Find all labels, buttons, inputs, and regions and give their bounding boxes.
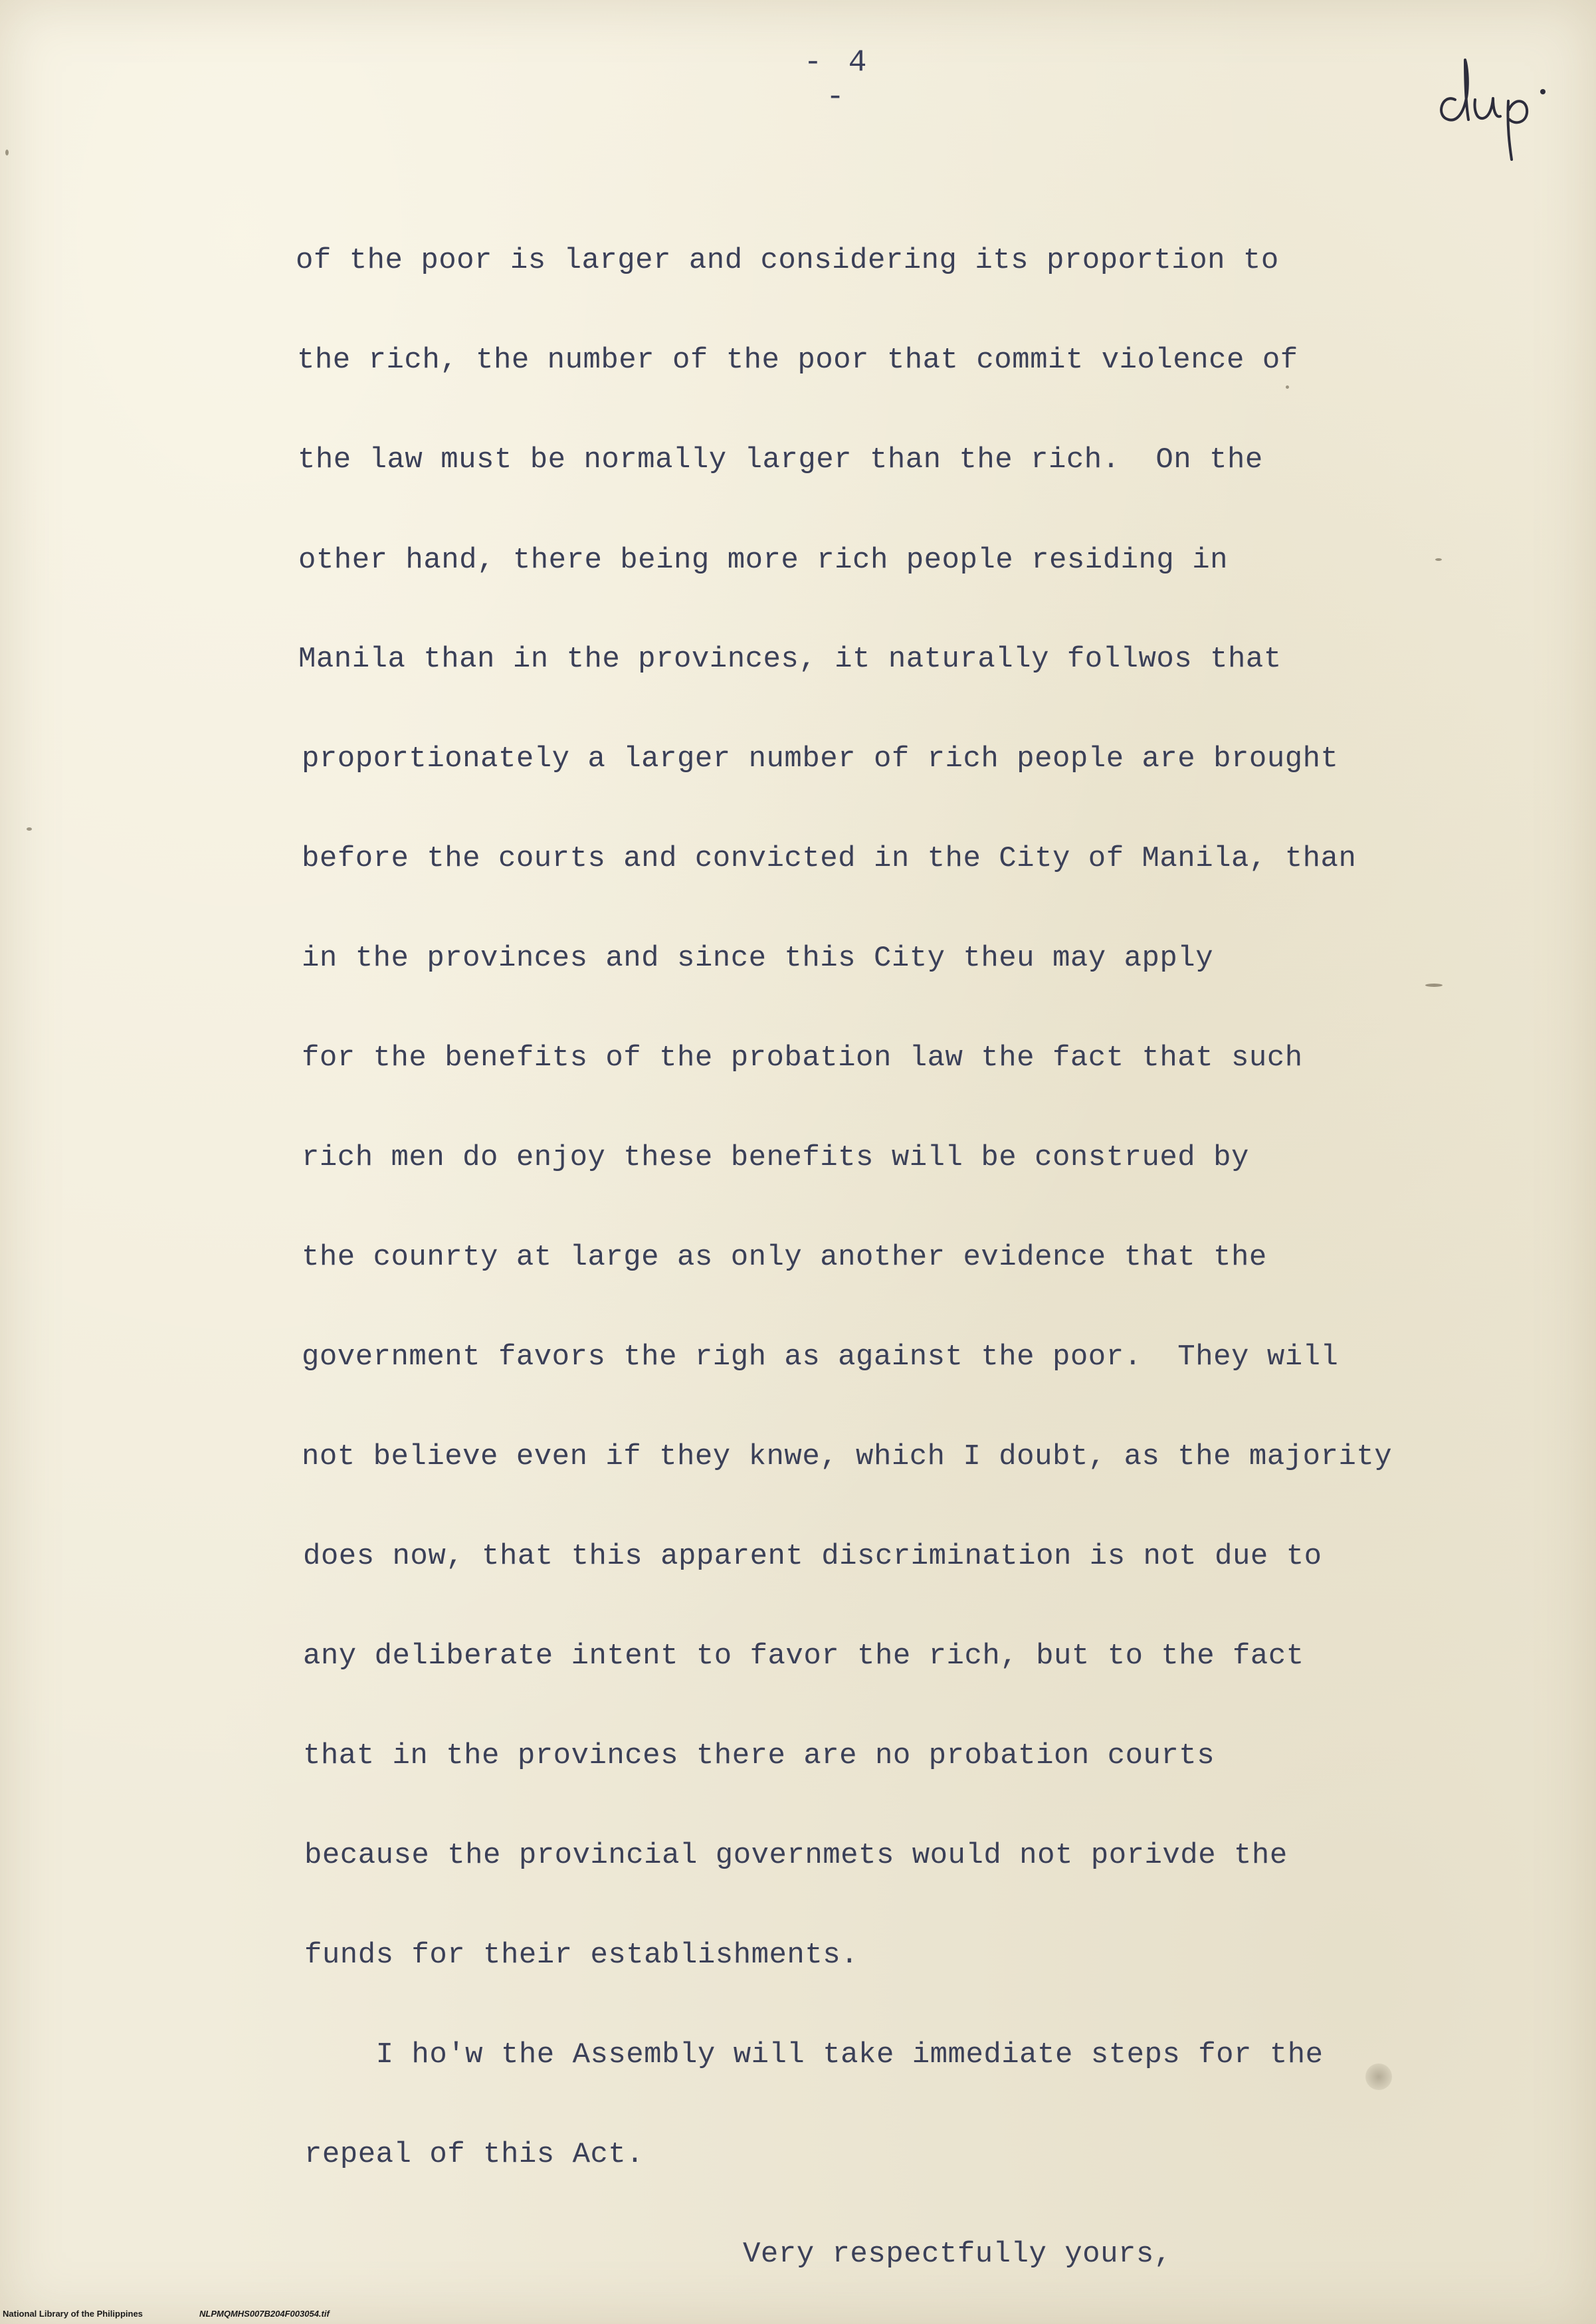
body-line: other hand, there being more rich people residing in xyxy=(298,544,1229,577)
body-line: of the poor is larger and considering its proportion to xyxy=(296,244,1279,277)
paper-speck xyxy=(1425,984,1443,987)
paper-speck xyxy=(5,150,9,156)
paper-speck xyxy=(1286,385,1289,389)
body-line: not believe even if they knwe, which I doubt, as the majority xyxy=(302,1440,1393,1473)
paper-speck xyxy=(27,827,32,831)
paper-stain xyxy=(1365,2063,1392,2090)
file-code: NLPMQMHS007B204F003054.tif xyxy=(199,2309,330,2319)
body-line: Manila than in the provinces, it naturally follwos that xyxy=(298,643,1282,676)
body-line: the counrty at large as only another evidence that the xyxy=(302,1241,1267,1274)
body-line: repeal of this Act. xyxy=(304,2138,645,2171)
body-line: because the provincial governmets would not porivde the xyxy=(304,1839,1288,1872)
body-line: that in the provinces there are no probation courts xyxy=(303,1739,1215,1772)
body-line: the rich, the number of the poor that commit violence of xyxy=(297,344,1298,377)
body-line: in the provinces and since this City theu may apply xyxy=(302,942,1214,975)
body-line: proportionately a larger number of rich people are brought xyxy=(302,742,1339,776)
body-line: the law must be normally larger than the rich. On the xyxy=(298,443,1263,476)
page-number: - 4 - xyxy=(803,45,871,114)
body-line: does now, that this apparent discrimination is not due to xyxy=(303,1540,1322,1573)
body-line: rich men do enjoy these benefits will be construed by xyxy=(302,1141,1249,1174)
body-line: for the benefits of the probation law the fact that such xyxy=(302,1041,1303,1075)
handwritten-note xyxy=(1429,53,1561,166)
body-line: any deliberate intent to favor the rich, but to the fact xyxy=(303,1639,1304,1673)
body-line: before the courts and convicted in the City of Manila, than xyxy=(302,842,1357,875)
body-line: funds for their establishments. xyxy=(304,1939,859,1972)
handwritten-dup-mark xyxy=(1429,53,1561,166)
paper-speck xyxy=(1435,558,1442,561)
body-line: government favors the righ as against the poor. They will xyxy=(302,1340,1339,1374)
body-line: I ho'w the Assembly will take immediate steps for the xyxy=(304,2038,1324,2071)
closing-salutation: Very respectfully yours, xyxy=(743,2238,1172,2271)
archive-label: National Library of the Philippines xyxy=(3,2309,143,2319)
